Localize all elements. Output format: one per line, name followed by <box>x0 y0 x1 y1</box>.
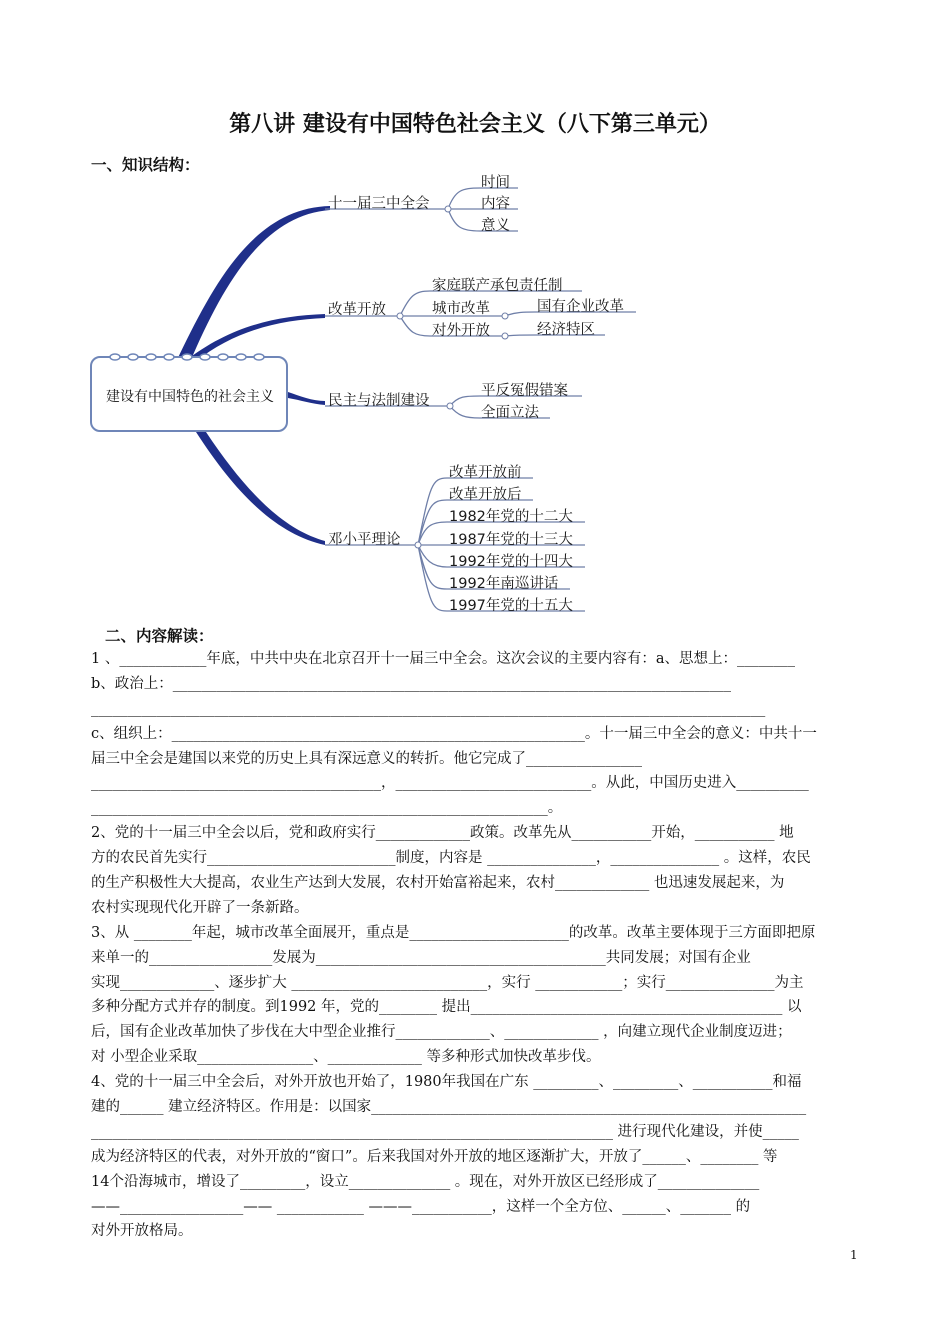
text-line: 2、党的十一届三中全会以后，党和政府实行_____________政策。改革先从___________开始，___________ 地 <box>91 825 794 842</box>
text-line: ________________________________________________________________________ 进行现代化建设，并使_____ <box>91 1123 799 1140</box>
text-line: 来单一的_________________发展为________________________________________共同发展；对国有企业 <box>91 949 751 966</box>
text-line: 3、从 ________年起，城市改革全面展开，重点是______________________的改革。改革主要体现于三方面即把原 <box>91 924 816 941</box>
content-text <box>91 647 861 1244</box>
text-line: 多种分配方式并存的制度。到1992 年，党的________ 提出___________________________________________ 以 <box>91 999 802 1016</box>
leaf-time: 时间 <box>481 175 510 191</box>
leaf-soe-reform: 国有企业改革 <box>537 299 624 315</box>
leaf-deng-4: 1987年党的十三大 <box>449 532 573 548</box>
leaf-deng-5: 1992年党的十四大 <box>449 554 573 570</box>
text-line: 实现_____________、逐步扩大 ___________________________，实行 ____________；实行_______________为主 <box>91 974 804 991</box>
text-line: 后，国有企业改革加快了步伐在大中型企业推行_____________、_____________ ，向建立现代企业制度迈进； <box>91 1024 792 1041</box>
leaf-legislation: 全面立法 <box>481 405 539 421</box>
text-line: 4、党的十一届三中全会后，对外开放也开始了，1980年我国在广东 _________、_________、___________和福 <box>91 1074 802 1091</box>
leaf-deng-6: 1992年南巡讲话 <box>449 576 559 592</box>
mindmap-center-label: 建设有中国特色的社会主义 <box>106 389 274 405</box>
leaf-household-contract: 家庭联产承包责任制 <box>432 278 563 294</box>
page-number: 1 <box>850 1248 858 1262</box>
text-line: 的生产积极性大大提高，农业生产达到大发展，农村开始富裕起来，农村_____________ 也迅速发展起来，为 <box>91 875 785 892</box>
text-line: 对 小型企业采取________________、_____________ 等多种形式加快改革步伐。 <box>91 1049 601 1066</box>
section-heading-structure: 一、知识结构： <box>91 156 200 174</box>
text-line: _____________________________________________________________________________________________ <box>91 700 766 717</box>
leaf-deng-3: 1982年党的十二大 <box>449 509 573 525</box>
leaf-content: 内容 <box>481 196 510 212</box>
branch-deng-theory: 邓小平理论 <box>328 532 401 548</box>
text-line: _______________________________________________________________。 <box>91 800 563 817</box>
text-line: 农村实现现代化开辟了一条新路。 <box>91 899 309 916</box>
text-line: 方的农民首先实行__________________________制度，内容是 _______________，_______________ 。这样，农民 <box>91 850 811 867</box>
text-line: b、政治上：_____________________________________________________________________________ <box>91 675 732 692</box>
leaf-deng-2: 改革开放后 <box>449 487 522 503</box>
text-line: c、组织上：_________________________________________________________。十一届三中全会的意义：中共十一 <box>91 725 817 742</box>
text-line: 建的______ 建立经济特区。作用是：以国家____________________________________________________________ <box>91 1099 807 1116</box>
leaf-urban-reform: 城市改革 <box>432 301 490 317</box>
leaf-sez: 经济特区 <box>537 322 595 338</box>
branch-reform-opening: 改革开放 <box>328 302 386 318</box>
text-line: 1 、____________年底，中共中央在北京召开十一届三中全会。这次会议的主要内容有：a、思想上：________ <box>91 651 795 667</box>
leaf-rehabilitation: 平反冤假错案 <box>481 383 568 399</box>
leaf-significance: 意义 <box>481 218 510 234</box>
branch-sanzhong-quanhui: 十一届三中全会 <box>328 196 430 212</box>
branch-democracy-law: 民主与法制建设 <box>328 393 430 409</box>
text-line: 对外开放格局。 <box>91 1223 193 1240</box>
section-heading-content: 二、内容解读： <box>105 627 214 645</box>
text-line: ——_________________—— ____________ ———___________，这样一个全方位、______、_______ 的 <box>91 1198 751 1215</box>
text-line: 成为经济特区的代表，对外开放的“窗口”。后来我国对外开放的地区逐渐扩大，开放了______、________ 等 <box>91 1148 778 1165</box>
text-line: 届三中全会是建国以来党的历史上具有深远意义的转折。他它完成了________________ <box>91 750 642 767</box>
leaf-deng-1: 改革开放前 <box>449 465 522 481</box>
text-line: ________________________________________，___________________________。从此，中国历史进入__________ <box>91 775 809 792</box>
leaf-opening-up: 对外开放 <box>432 323 490 339</box>
leaf-deng-7: 1997年党的十五大 <box>449 598 573 614</box>
page-title: 第八讲 建设有中国特色社会主义（八下第三单元） <box>229 112 721 137</box>
text-line: 14个沿海城市，增设了_________，设立______________ 。现在，对外开放区已经形成了______________ <box>91 1173 760 1190</box>
